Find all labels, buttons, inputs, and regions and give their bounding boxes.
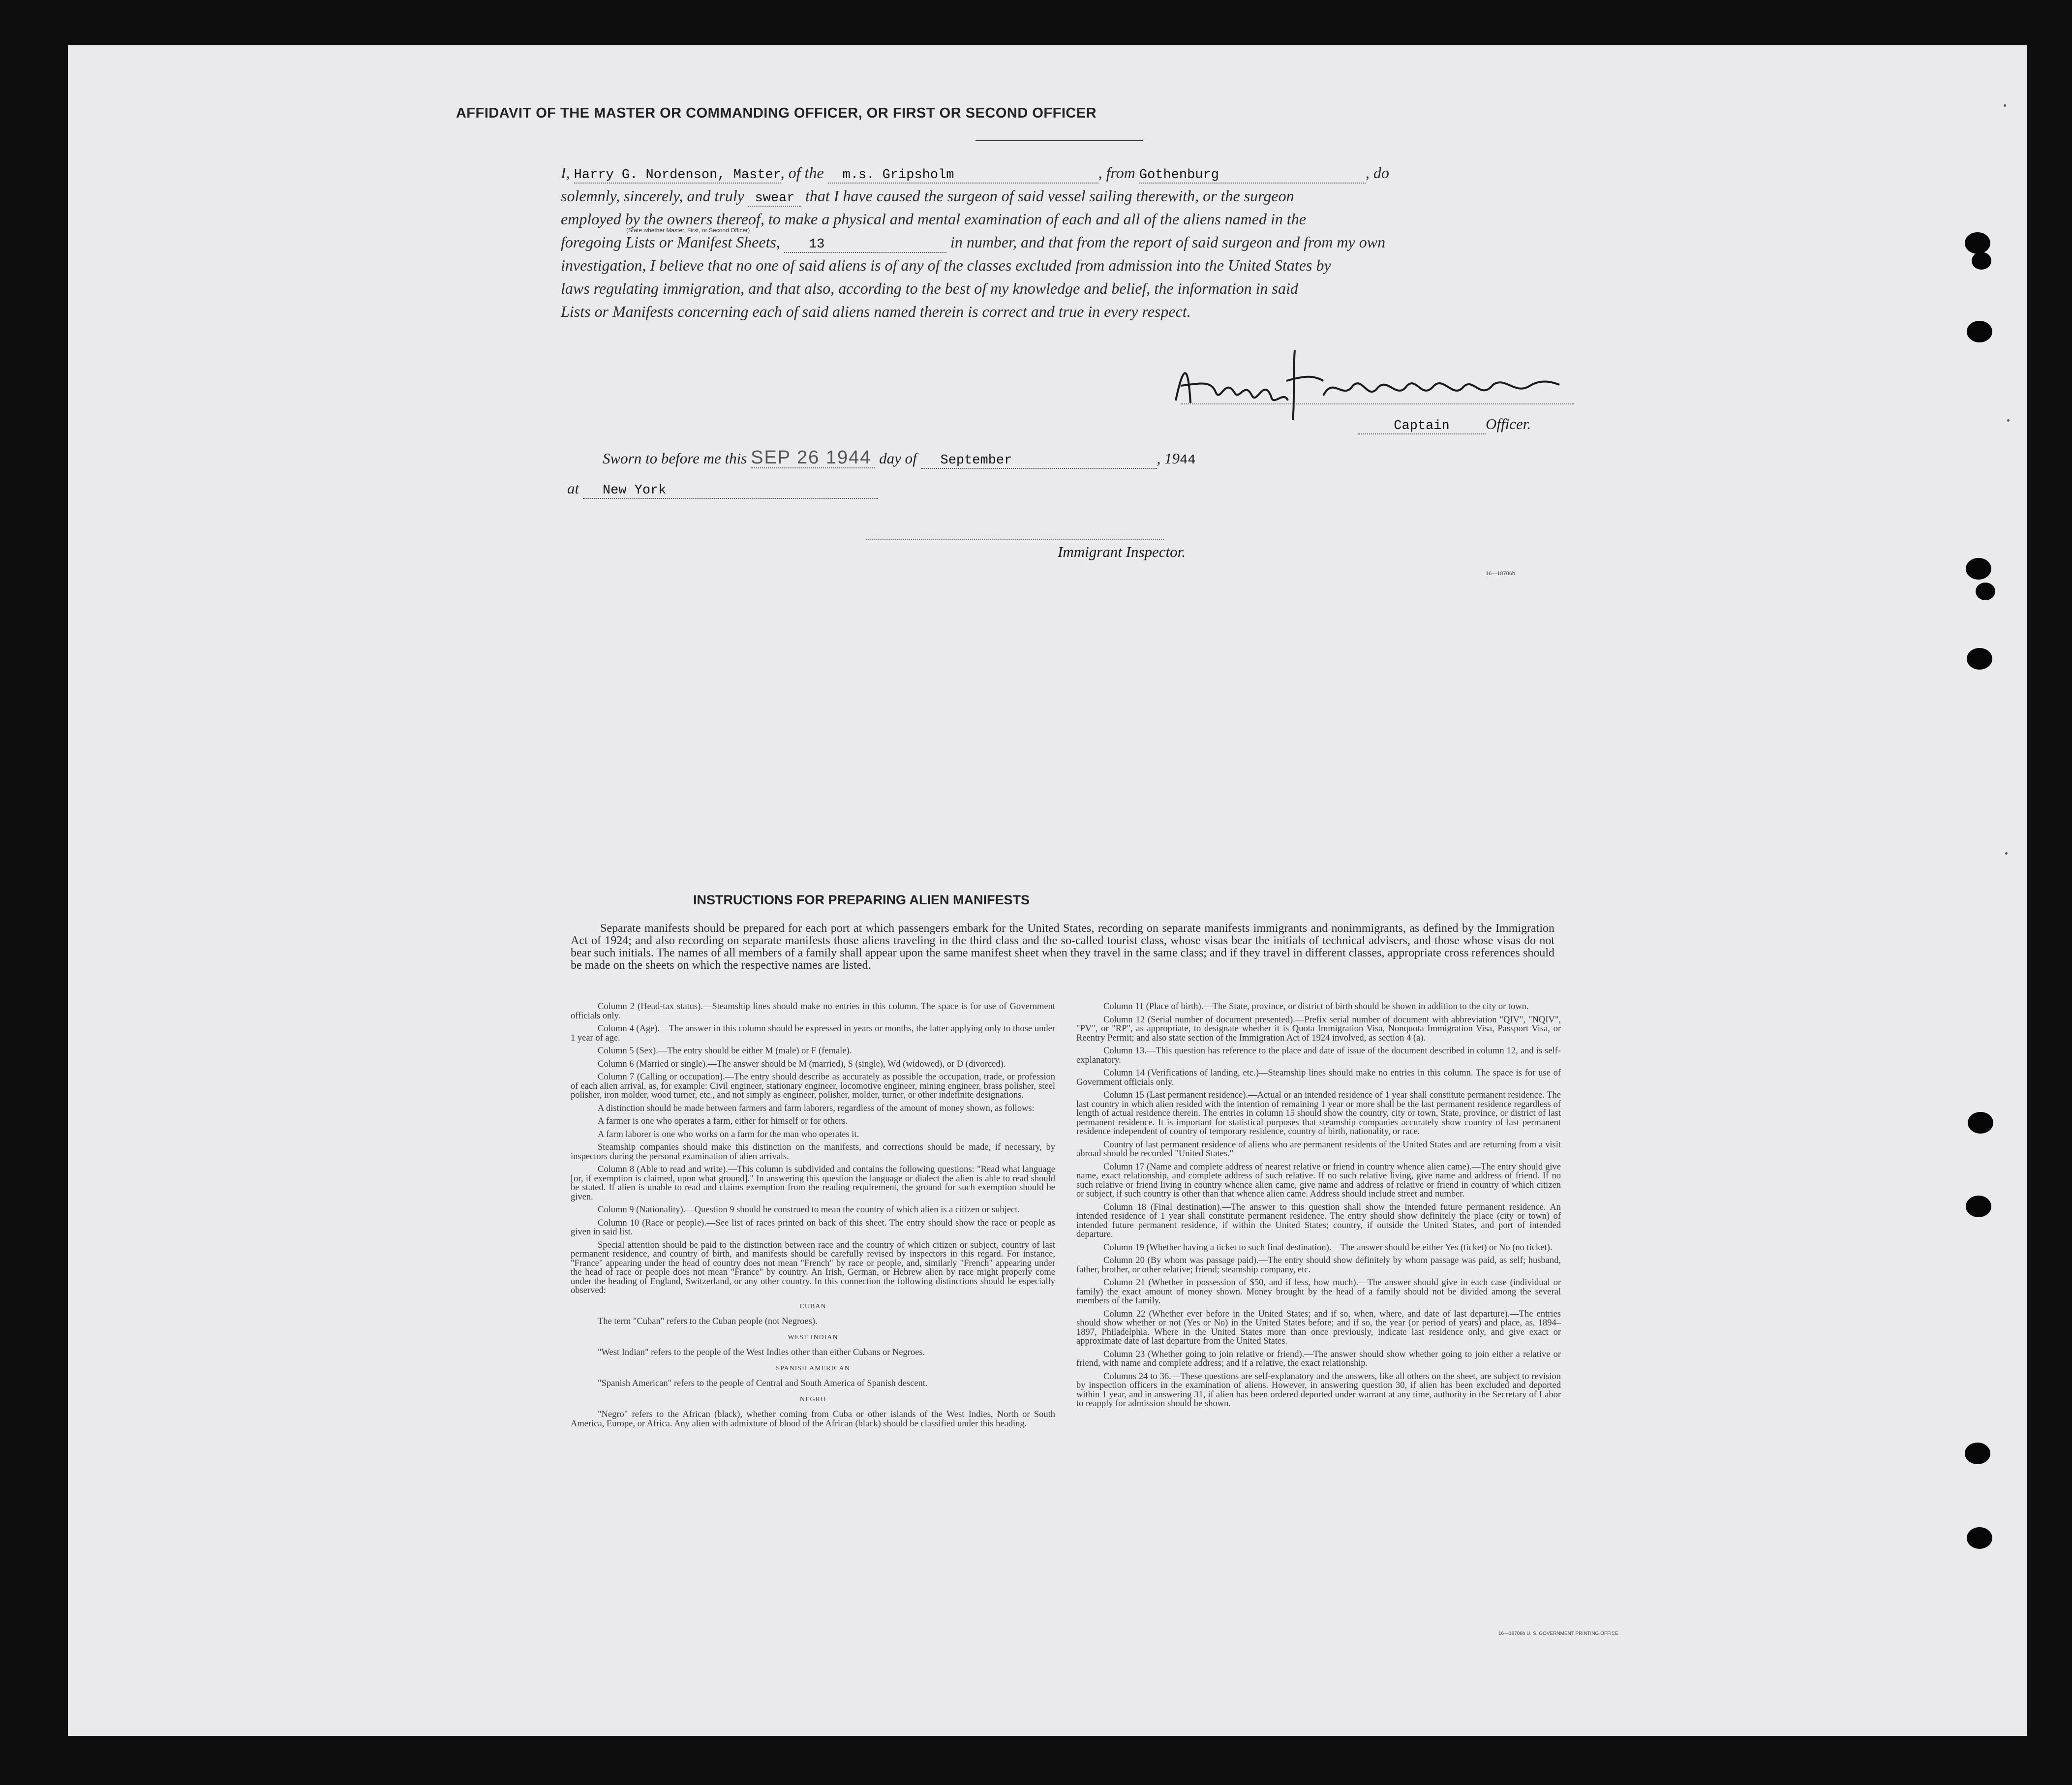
instructions-title: INSTRUCTIONS FOR PREPARING ALIEN MANIFESTS [693,892,1030,907]
punch-hole [1968,1112,1993,1134]
section-heading: CUBAN [799,1302,826,1310]
punch-hole [1966,1196,1991,1217]
at-line [567,480,878,499]
line4-post: in number, and that from the report of said surgeon and from my own [950,233,1386,251]
line4-pre: foregoing Lists or Manifest Sheets, [561,233,780,251]
instruction-paragraph: Special attention should be paid to the distinction between race and the country of which citizen or subject, country of last permanent residence, and country of birth, and manifests should be carefully revised by inspectors in this regard. For instance, "France" appearing under the head of country does not mean "French" by race or people, and, similarly "French" appearing under the head of race or people does not mean "France" by country. An Irish, German, or Hebrew alien by race might properly come under the heading of England, Switzerland, or any other country. In this connection the following distinctions should be especially observed: [571,1240,1055,1295]
inspector-signature-line [866,539,1164,540]
officer-suffix: Officer. [1486,415,1531,432]
line1-mid2: , from [1098,164,1135,182]
officer-name-field: Harry G. Nordenson, Master [574,168,781,183]
title-rule [975,140,1143,141]
punch-hole [1976,583,1995,600]
signature-line [1181,403,1574,404]
instruction-paragraph: Column 21 (Whether in possession of $50, and if less, how much).—The answer should give in each case (individual or family) the exact amount of money shown. Money brought by the head of a family should not be divided among the several members of the family. [1076,1278,1561,1306]
instruction-paragraph: Column 2 (Head-tax status).—Steamship lines should make no entries in this column. The space is for use of Government officials only. [571,1002,1055,1021]
instruction-paragraph: Column 20 (By whom was passage paid).—The entry should show definitely by whom passage was paid, as self; husband, father, brother, or other relative; friend; steamship company, etc. [1076,1256,1561,1275]
instruction-paragraph: Column 19 (Whether having a ticket to such final destination).—The answer should be either Yes (ticket) or No (no ticket). [1103,1242,1553,1253]
instruction-paragraph: Steamship companies should make this distinction on the manifests, and corrections should be made, if necessary, by inspectors during the personal examination of alien arrivals. [571,1142,1055,1162]
inspector-label: Immigrant Inspector. [1058,543,1186,560]
sheet-count-field: 13 [784,237,946,253]
affidavit-line-3: employed by the owners thereof, to make a physical and mental examination of each and all of the aliens named in the [561,210,1306,228]
instructions-right-column [1076,1002,1561,1413]
instruction-paragraph: Column 17 (Name and complete address of nearest relative or friend in country whence alien came).—The entry should give name, exact relationship, and complete address of such relative. If no such relative living, give name and address of friend. If no such relative or friend living in country whence alien came, give name and address of relative or friend in country of which citizen or subject, if such country is other than that whence alien came. Address should include street and number. [1076,1162,1561,1199]
line1-mid1: , of the [780,164,824,182]
instruction-paragraph: Column 11 (Place of birth).—The State, province, or district of birth should be shown in addition to the city or town. [1103,1002,1529,1012]
instruction-paragraph: Column 23 (Whether going to join relative or friend).—The answer should show whether going to join either a relative or friend, with name and complete address; and if a relative, the exact relationship. [1076,1349,1561,1368]
instruction-paragraph: Columns 24 to 36.—These questions are self-explanatory and the answers, like all others on the sheet, are subject to revision by inspection officers in the examination of aliens. However, in answering question 30, if alien has been excluded and deported within 1 year, and in answering 31, if alien has been ordered deported under warrant at any time, authority in the Secretary of Labor to reapply for admission should be shown. [1076,1371,1561,1409]
affidavit-title: AFFIDAVIT OF THE MASTER OR COMMANDING OFFICER, OR FIRST OR SECOND OFFICER [456,105,1097,121]
speck [2004,104,2006,107]
instruction-paragraph: "West Indian" refers to the people of the West Indies other than either Cubans or Negroes. [598,1348,925,1357]
vessel-field: m.s. Gripsholm [828,168,1098,184]
signature-image [1166,346,1579,420]
officer-title-line [1358,415,1531,434]
instruction-paragraph: Column 10 (Race or people).—See list of races printed on back of this sheet. The entry should show the race or people as given in said list. [571,1218,1055,1237]
instruction-paragraph: A farmer is one who operates a farm, either for himself or for others. [598,1116,848,1126]
instruction-paragraph: A distinction should be made between farmers and farm laborers, regardless of the amount of money shown, as follows: [598,1103,1035,1113]
section-heading: SPANISH AMERICAN [776,1364,850,1372]
line2-pre: solemnly, sincerely, and truly [561,187,744,205]
punch-hole [1967,648,1992,670]
printing-office-note: 16—18706b U. S. GOVERNMENT PRINTING OFFICE [1498,1631,1618,1636]
affidavit-line-2 [561,185,1584,208]
instruction-paragraph: Country of last permanent residence of aliens who are permanent residents of the United States and are returning from a visit abroad should be recorded "United States." [1076,1139,1561,1159]
instruction-paragraph: Column 15 (Last permanent residence).—Actual or an intended residence of 1 year shall constitute permanent residence. The last country in which alien resided with the intention of remaining 1 year or more shall be the last permanent residence regardless of length of actual residence therein. The entries in column 15 should show the country, city or town, State, province, or district of last permanent residence. It is important for statistical purposes that steamship companies accurately show country of last permanent residence independent of country of temporary residence, country of birth, nationality, or race. [1076,1090,1561,1137]
affidavit-line-1 [561,161,1584,185]
punch-hole [1966,558,1991,580]
instruction-paragraph: Column 22 (Whether ever before in the United States; and if so, when, where, and date of last departure).—The entries should show whether or not (Yes or No) in the United States before; and if so, the year (or period of years) and place, as, 1894–1897, Philadelphia. Where in the United States more than once previously, indicate last residence only, and give exact or approximate date of last departure from the United States. [1076,1309,1561,1346]
instruction-paragraph: "Negro" refers to the African (black), whether coming from Cuba or other islands of the West Indies, North or South America, Europe, or Africa. Any alien with admixture of blood of the African (black) should be classified under this heading. [571,1410,1055,1429]
line2-post: that I have caused the surgeon of said vessel sailing therewith, or the surgeon [805,187,1294,205]
intro-paragraph: Separate manifests should be prepared for each port at which passengers embark for the United States, recording on separate manifests immigrants and nonimmigrants, as defined by the Immigration Act of 1924; and also recording on separate manifests those aliens traveling in the third class and the so-called tourist class, whose visas bear the initials of technical advisers, and those whose visas do not bear such initials. The names of all members of a family shall appear upon the same manifest sheet when they travel in the same class; and if they travel in different classes, appropriate cross references should be made on the sheets on which the respective names are listed. [571,922,1554,972]
affidavit-body [561,161,1584,323]
instruction-paragraph: Column 14 (Verifications of landing, etc.)—Steamship lines should make no entries in this column. The space is for use of Government officials only. [1076,1068,1561,1087]
oath-field: swear [748,191,801,207]
sworn-year-prefix: , 19 [1157,450,1180,467]
punch-hole [1972,252,1991,270]
affidavit-line-6: laws regulating immigration, and that also, according to the best of my knowledge and belief, the information in said [561,279,1298,297]
sworn-mid: day of [879,450,917,467]
speck [2007,419,2010,422]
section-heading: NEGRO [799,1395,826,1403]
date-stamp: SEP 26 1944 [751,448,875,468]
rank-note: (State whether Master, First, or Second Officer) [626,227,750,234]
instruction-paragraph: Column 12 (Serial number of document presented).—Prefix serial number of document with abbreviation "QIV", "NQIV", "PV", or "RP", as appropriate, to designate whether it is Quota Immigration Visa, Nonquota Immigration Visa, Passport Visa, or Reentry Permit; and also state section of the Immigration Act of 1924 involved, as section 4 (a). [1076,1015,1561,1043]
punch-hole [1967,1527,1992,1549]
place-field: New York [583,483,878,499]
instruction-paragraph: "Spanish American" refers to the people of Central and South America of Spanish descent. [598,1379,928,1388]
punch-hole [1965,1443,1990,1464]
instruction-paragraph: Column 5 (Sex).—The entry should be either M (male) or F (female). [598,1046,852,1056]
instruction-paragraph: A farm laborer is one who works on a farm for the man who operates it. [598,1129,859,1139]
sworn-pre: Sworn to before me this [603,450,747,467]
instruction-paragraph: Column 18 (Final destination).—The answer to this question shall show the intended future permanent residence. An intended residence of 1 year shall constitute permanent residence. The entry should show definitely the place (city or town) of intended future permanent residence, if within the United States; country, if outside the United States, and port of intended departure. [1076,1202,1561,1239]
section-heading: WEST INDIAN [788,1333,838,1341]
punch-hole [1965,232,1990,254]
affidavit-line-7: Lists or Manifests concerning each of said aliens named therein is correct and true in every respect. [561,303,1191,320]
instruction-paragraph: Column 6 (Married or single).—The answer should be M (married), S (single), Wd (widowed), or D (divorced). [598,1059,1006,1069]
instruction-paragraph: The term "Cuban" refers to the Cuban people (not Negroes). [598,1317,818,1326]
line1-pre: I, [561,164,570,182]
instruction-paragraph: Column 4 (Age).—The answer in this column should be expressed in years or months, the latter applying only to those under 1 year of age. [571,1024,1055,1043]
line1-end: , do [1365,164,1389,182]
instruction-paragraph: Column 7 (Calling or occupation).—The entry should describe as accurately as possible the occupation, trade, or profession of each alien arrival, as, for example: Civil engineer, stationary engineer, locomotive engineer, mining engineer, brass polisher, steel polisher, iron molder, wood turner, etc., and not simply as engineer, polisher, molder, turner, or other indefinite designations. [571,1072,1055,1100]
instruction-paragraph: Column 8 (Able to read and write).—This column is subdivided and contains the following questions: "Read what language [or, if exemption is claimed, upon what ground]." In answering this question the language or dialect the alien is able to read should be stated. If alien is unable to read and claims exemption from the reading requirement, the ground for such exemption should be given. [571,1165,1055,1202]
speck [2005,852,2008,855]
at-label: at [567,480,579,497]
officer-title-field: Captain [1358,419,1486,434]
punch-hole [1967,321,1992,342]
instructions-intro [571,923,1554,972]
sworn-year-field: 44 [1180,453,1196,468]
sworn-line [603,448,1195,469]
affidavit-line-4 [561,231,1584,254]
port-field: Gothenburg [1139,168,1366,184]
sworn-month-field: September [921,453,1157,469]
affidavit-line-5: investigation, I believe that no one of said aliens is of any of the classes excluded from admission into the United States by [561,256,1331,274]
document-sheet [68,45,2027,1736]
instruction-paragraph: Column 13.—This question has reference to the place and date of issue of the document described in column 12, and is self-explanatory. [1076,1046,1561,1065]
instructions-left-column [571,1002,1055,1432]
instruction-paragraph: Column 9 (Nationality).—Question 9 should be construed to mean the country of which alien is a citizen or subject. [598,1205,1020,1215]
form-number: 16—18706b [1486,571,1515,577]
